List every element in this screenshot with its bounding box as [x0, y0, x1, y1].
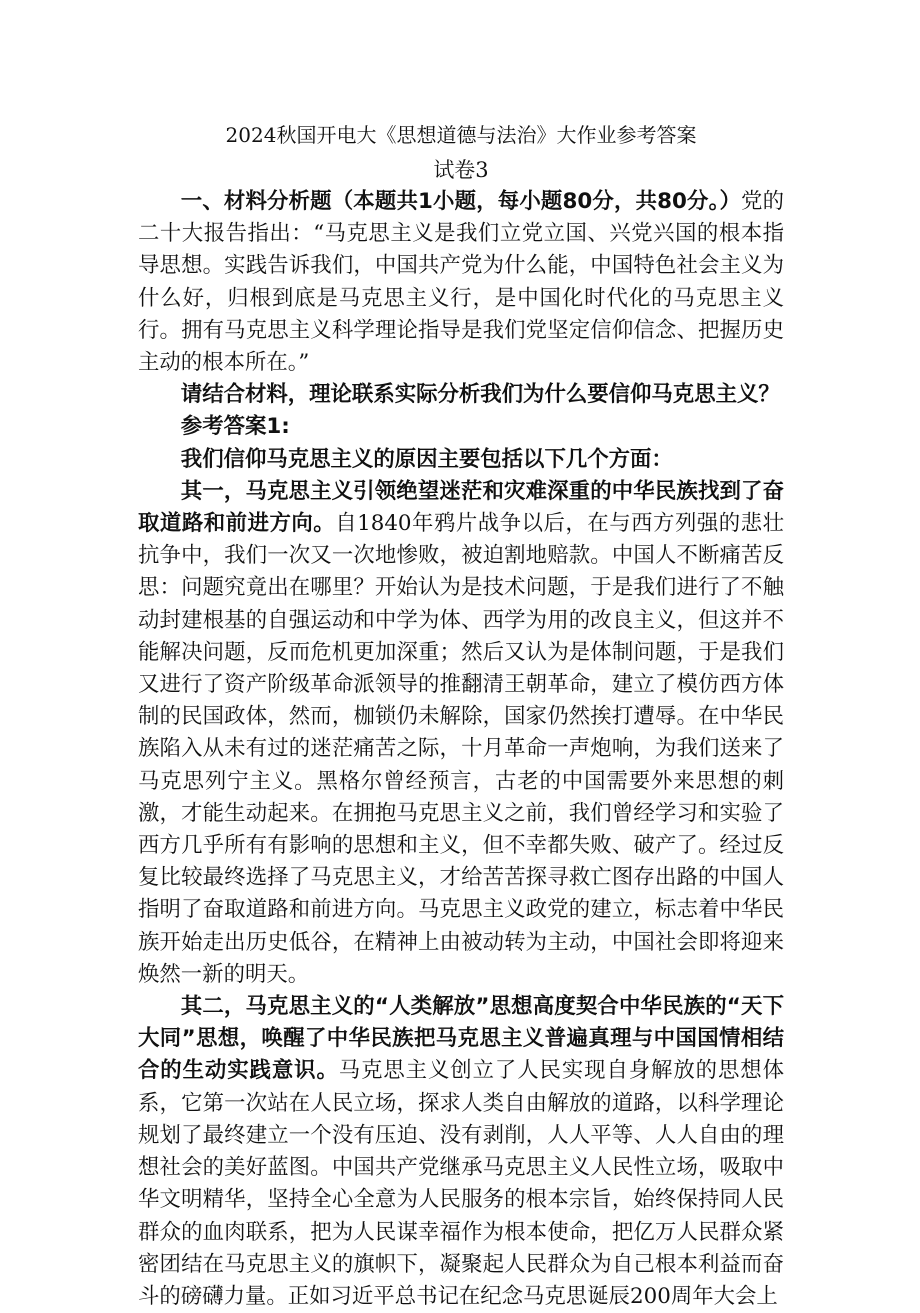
- point-2-heading: 其二，马克思主义的“人类解放”思想高度契合中华民族的“天下大同”思想，唤醒了中华民族把马克思主义普遍真理与中国国情相结合的生动实践意识。: [138, 994, 784, 1084]
- answer-intro: 我们信仰马克思主义的原因主要包括以下几个方面：: [180, 446, 673, 472]
- document-title: 2024秋国开电大《思想道德与法治》大作业参考答案: [225, 123, 697, 147]
- point-1-heading: 其一，马克思主义引领绝望迷茫和灾难深重的中华民族找到了奋取道路和前进方向。: [138, 478, 784, 537]
- document-page: [138, 118, 784, 1313]
- material-paragraph: [138, 186, 784, 379]
- answer-point-2: [138, 991, 784, 1313]
- answer-label: 参考答案1:: [180, 414, 290, 440]
- answer-point-1: [138, 476, 784, 991]
- question-text: 请结合材料，理论联系实际分析我们为什么要信仰马克思主义？: [180, 382, 780, 408]
- section-heading: 一、材料分析题（本题共1小题，每小题80分，共80分。）: [180, 189, 742, 214]
- point-1-text: 自1840年鸦片战争以后，在与西方列强的悲壮抗争中，我们一次又一次地惨败，被迫割地赔款。中国人不断痛苦反思：问题究竟出在哪里？开始认为是技术问题，于是我们进行了不触动封建根基的自强运动和中学为体、西学为用的改良主义，但这并不能解决问题，反而危机更加深重；然后又认为是体制问题，于是我们又进行了资产阶级革命派领导的推翻清王朝革命，建立了模仿西方体制的民国政体，然而，枷锁仍未解除，国家仍然挨打遭辱。在中华民族陷入从未有过的迷茫痛苦之际，十月革命一声炮响，为我们送来了马克思列宁主义。黑格尔曾经预言，古老的中国需要外来思想的刺激，才能生动起来。在拥抱马克思主义之前，我们曾经学习和实验了西方几乎所有有影响的思想和主义，但不幸都失败、破产了。经过反复比较最终选择了马克思主义，才给苦苦探寻救亡图存出路的中国人指明了奋取道路和前进方向。马克思主义政党的建立，标志着中华民族开始走出历史低谷，在精神上由被动转为主动，中国社会即将迎来焕然一新的明天。: [138, 511, 784, 987]
- paper-number: 试卷3: [433, 158, 489, 182]
- point-2-text: 马克思主义创立了人民实现自身解放的思想体系，它第一次站在人民立场，探求人类自由解放的道路，以科学理论规划了最终建立一个没有压迫、没有剥削，人人平等、人人自由的理想社会的美好蓝图。中国共产党继承马克思主义人民性立场，吸取中华文明精华，坚持全心全意为人民服务的根本宗旨，始终保持同人民群众的血肉联系，把为人民谋幸福作为根本使命，把亿万人民群众紧密团结在马克思主义的旗帜下，凝聚起人民群众为自己根本利益而奋斗的磅礴力量。正如习近平总书记在纪念马克思诞辰200周年大会上: [138, 1058, 784, 1309]
- material-text: 党的二十大报告指出：“马克思主义是我们立党立国、兴党兴国的根本指导思想。实践告诉我们，中国共产党为什么能，中国特色社会主义为什么好，归根到底是马克思主义行，是中国化时代化的马克思主义行。拥有马克思主义科学理论指导是我们党坚定信仰信念、把握历史主动的根本所在。”: [138, 189, 784, 376]
